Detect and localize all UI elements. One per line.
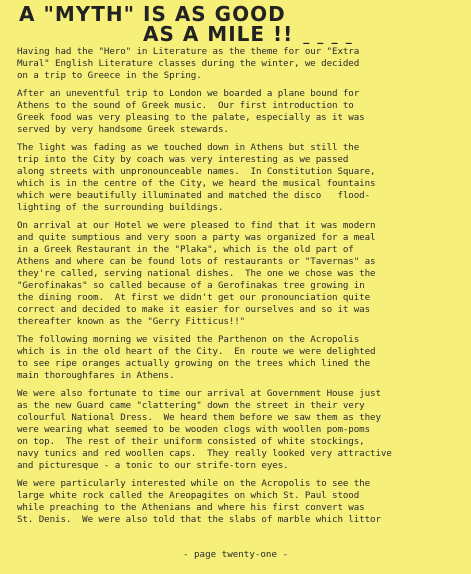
- paragraph-5: The following morning we visited the Parthenon on the Acropolis which is in the old heart of the City. En route we were delighted to see ripe oranges actually growing on the trees which lined the main thoroughfares in Athens.: [17, 334, 376, 381]
- article-title-line-1: A "MYTH" IS AS GOOD: [19, 2, 286, 26]
- paragraph-6: We were also fortunate to time our arrival at Government House just as the new Guard came "clattering" down the street in their very colourful National Dress. We heard them before we saw them as they were wearing what seemed to be wooden clogs with woollen pom-poms on top. The rest of their uniform consisted of white stockings, navy tunics and red woollen caps. They really looked very attractive and picturesque - a tonic to our strife-torn eyes.: [17, 388, 392, 471]
- article-title-line-2: AS A MILE !!: [143, 22, 294, 46]
- title-underline-dashes: _ _ _ _: [303, 30, 354, 44]
- article-body: [17, 46, 457, 526]
- article-title-line-2-row: [143, 24, 457, 44]
- paragraph-7: We were particularly interested while on the Acropolis to see the large white rock called the Areopagites on which St. Paul stood while preaching to the Athenians and where his first convert was St. Denis. We were also told that the slabs of marble which littor: [17, 478, 381, 525]
- paragraph-2: After an uneventful trip to London we boarded a plane bound for Athens to the sound of Greek music. Our first introduction to Greek food was very pleasing to the palate, especially as it was served by very handsome Greek stewards.: [17, 88, 365, 135]
- page-number-footer: - page twenty-one -: [182, 549, 289, 560]
- paragraph-3: The light was fading as we touched down in Athens but still the trip into the City by coach was very interesting as we passed along streets with unpronounceable names. In Constitution Square, which is in the centre of the City, we heard the musical fountains which were beautifully illuminated and matched the disco flood- lighting of the surrounding buildings.: [17, 142, 376, 213]
- paragraph-4: On arrival at our Hotel we were pleased to find that it was modern and quite sumptious and very soon a party was organized for a meal in a Greek Restaurant in the "Plaka", which is the old part of Athens and where can be found lots of restaurants or "Tavernas" as they're called, serving national dishes. The one we chose was the "Gerofinakas" so called because of a Gerofinakas tree growing in the dining room. At first we didn't get our pronounciation quite correct and decided to make it easier for ourselves and so it was thereafter known as the "Gerry Fitticus!!": [17, 220, 376, 327]
- paragraph-1: Having had the "Hero" in Literature as the theme for our "Extra Mural" English Literature classes during the winter, we decided on a trip to Greece in the Spring.: [17, 46, 360, 81]
